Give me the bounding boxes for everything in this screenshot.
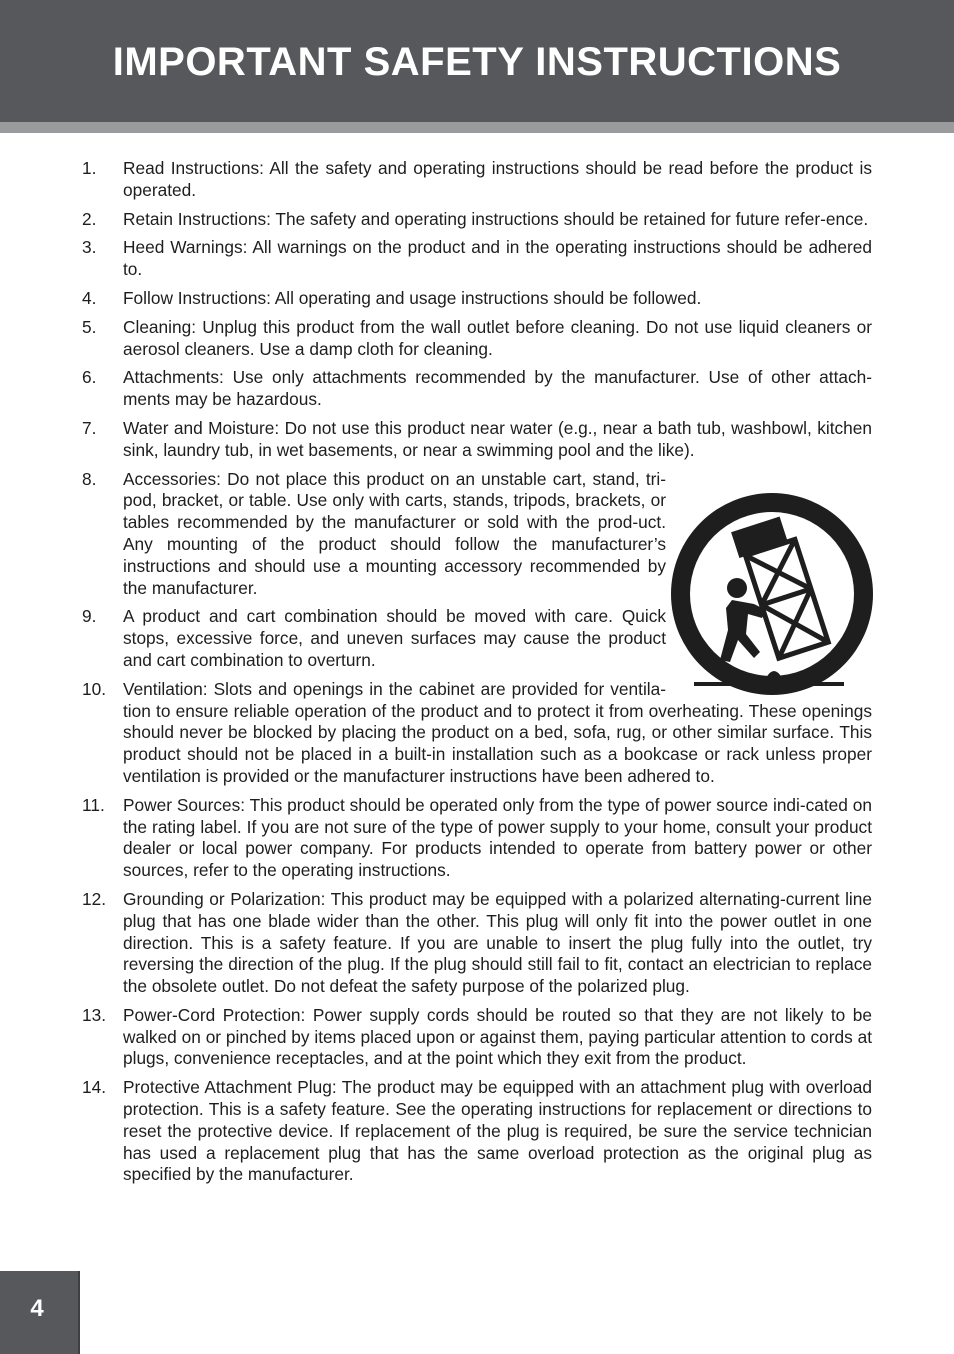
item-number: 11. (82, 794, 105, 815)
item-number: 8. (82, 468, 97, 489)
item-number: 1. (82, 158, 97, 178)
item-text: Power Sources: This product should be operated only from the type of power source indi-cated on the rating label. If you are not sure of the type of power supply to your home, consult your product dealer or local power company. For products intended to operate from battery power or other sources, refer to the operating instructions. (123, 794, 872, 881)
item-text: Water and Moisture: Do not use this product near water (e.g., near a bath tub, washbowl, kitchen sink, laundry tub, in wet basements, or near a swimming pool and the like). (123, 417, 872, 460)
item-text: Read Instructions: All the safety and operating instructions should be read before the product is operated. (123, 158, 872, 200)
list-item (82, 889, 872, 998)
item-number: 5. (82, 316, 97, 337)
list-item (82, 237, 872, 281)
item-number: 2. (82, 208, 97, 229)
item-text: A product and cart combination should be moved with care. Quick stops, excessive force, and uneven surfaces may cause the product and cart combination to overturn. (123, 606, 666, 670)
list-item (82, 795, 872, 882)
item-number: 4. (82, 287, 97, 308)
item-number: 14. (82, 1077, 107, 1098)
list-item (82, 317, 872, 361)
item-text: Cleaning: Unplug this product from the wall outlet before cleaning. Do not use liquid cleaners or aerosol cleaners. Use a damp cloth for cleaning. (123, 316, 872, 359)
item-text: Power-Cord Protection: Power supply cords should be routed so that they are not likely to be walked on or pinched by items placed upon or against them, paying particular attention to cords at plugs, convenience receptacles, and at the point which they exit from the product. (123, 1004, 872, 1069)
list-item (82, 418, 872, 462)
item-text: Heed Warnings: All warnings on the product and in the operating instructions should be adhered to. (123, 237, 872, 280)
item-number: 7. (82, 417, 97, 438)
item-number: 10. (82, 678, 107, 699)
item-text: Accessories: Do not place this product on an unstable cart, stand, tri-pod, bracket, or table. Use only with carts, stands, tripods, brackets, or tables recommended by the manufacturer or sold with the prod-uct. Any mounting of the product should follow the manufacturer’s instructions and should use a mounting accessory recommended by the manufacturer. (123, 468, 666, 598)
item-text: Ventilation: Slots and openings in the cabinet are provided for ventila-tion to ensure reliable operation of the product and to protect it from overheating. These openings should never be blocked by placing the product on a bed, sofa, rug, or other similar surface. This product should not be placed in a built-in installation such as a bookcase or rack unless proper ventilation is provided or the manufacturer instructions have been adhered to. (123, 678, 872, 786)
page-title: IMPORTANT SAFETY INSTRUCTIONS (112, 40, 842, 84)
list-item (82, 288, 872, 310)
item-text: Protective Attachment Plug: The product may be equipped with an attachment plug with overload protection. This is a safety feature. See the operating instructions for replacement or directions to reset the protective device. If replacement of the plug is required, be sure the service technician has used a replacement plug that has the same overload protection as the original plug as specified by the manufacturer. (123, 1077, 872, 1185)
item-number: 9. (82, 606, 97, 627)
item-number: 3. (82, 237, 97, 258)
item-number: 6. (82, 367, 97, 388)
item-text: Retain Instructions: The safety and operating instructions should be retained for future refer-ence. (123, 208, 869, 229)
item-text: Grounding or Polarization: This product may be equipped with a polarized alternating-current line plug that has one blade wider than the other. This plug will only fit into the power outlet in one direction. This is a safety feature. If you are unable to insert the plug fully into the outlet, try reversing the direction of the plug. If the plug should still fail to fit, contact an electrician to replace the obsolete outlet. Do not defeat the safety purpose of the polarized plug. (123, 888, 872, 997)
item-text: Attachments: Use only attachments recommended by the manufacturer. Use of other attach-ments may be hazardous. (123, 367, 872, 410)
page-number: 4 (30, 1295, 44, 1322)
list-item (82, 209, 872, 231)
item-number: 12. (82, 888, 107, 909)
header-stripe (0, 122, 954, 133)
list-item (82, 367, 872, 411)
list-item (82, 1005, 872, 1070)
item-number: 13. (82, 1004, 107, 1025)
list-item (82, 158, 872, 202)
cart-tip-over-warning-icon (670, 492, 874, 698)
item-text: Follow Instructions: All operating and usage instructions should be followed. (123, 287, 702, 308)
list-item (82, 1077, 872, 1186)
